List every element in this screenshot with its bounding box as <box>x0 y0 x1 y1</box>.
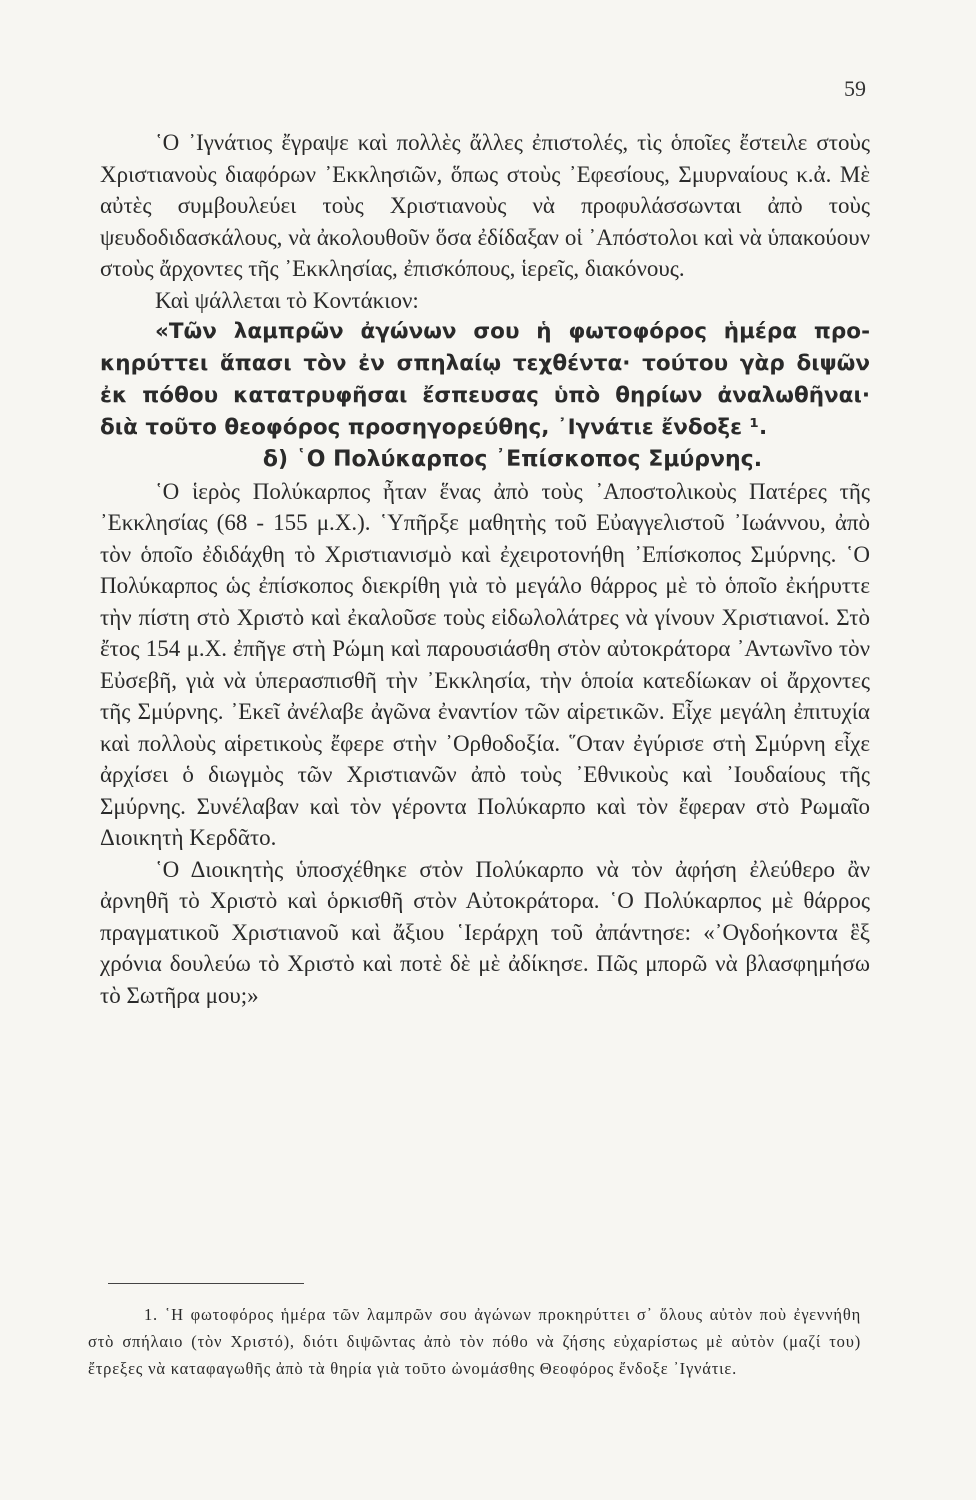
paragraph-polycarp-answer: ῾Ο Διοικητὴς ὑποσχέθηκε στὸν Πολύκαρπο νὰ τὸν ἀφήση ἐλεύθερο ἂν ἀρνηθῆ τὸ Χριστὸ καὶ ὁρκισθῆ στὸν Αὐτοκράτορα. ῾Ο Πολύκαρπος μὲ θάρρος πραγματικοῦ Χριστιανοῦ καὶ ἄξιου ῾Ιεράρχη τοῦ ἀπάντησε: «᾿Ογδοήκοντα ἓξ χρόνια δουλεύω τὸ Χριστὸ καὶ ποτὲ δὲ μὲ ἀδίκησε. Πῶς μπορῶ νὰ βλασφημήσω τὸ Σωτῆρα μου;» <box>100 856 870 1008</box>
footnote-divider <box>108 1283 304 1284</box>
paragraph-kontakion-intro: Καὶ ψάλλεται τὸ Κοντάκιον: <box>155 287 419 313</box>
paragraph-polycarp-life: ῾Ο ἱερὸς Πολύκαρπος ἦταν ἕνας ἀπὸ τοὺς ᾿Αποστολικοὺς Πατέρες τῆς ᾿Εκκλησίας (68 - 155 μ.Χ.). ῾Υπῆρξε μαθητὴς τοῦ Εὐαγγελιστοῦ ᾿Ιωάννου, ἀπὸ τὸν ὁποῖο ἐδιδάχθη τὸ Χριστιανισμὸ καὶ ἐχειροτονήθη ᾿Επίσκοπος Σμύρνης. ῾Ο Πολύκαρπος ὡς ἐπίσκοπος διεκρίθη γιὰ τὸ μεγάλο θάρρος μὲ τὸ ὁποῖο ἐκήρυττε τὴν πίστη στὸ Χριστὸ καὶ ἐκαλοῦσε τοὺς εἰδωλολάτρες νὰ γίνουν Χριστιανοί. Στὸ ἔτος 154 μ.Χ. ἐπῆγε στὴ Ρώμη καὶ παρουσιάσθη στὸν αὐτοκράτορα ᾿Αντωνῖνο τὸν Εὐσεβῆ, γιὰ νὰ ὑπερασπισθῆ τὴν ᾿Εκκλησία, τὴν ὁποία κατεδίωκαν οἱ ἄρχοντες τῆς Σμύρνης. ᾿Εκεῖ ἀνέλαβε ἀγῶνα ἐναντίον τῶν αἱρετικῶν. Εἶχε μεγάλη ἐπιτυχία καὶ πολλοὺς αἱρετικοὺς ἔφερε στὴν ᾿Ορθοδοξία. ῞Οταν ἐγύρισε στὴ Σμύρνη εἶχε ἀρχίσει ὁ διωγμὸς τῶν Χριστιανῶν ἀπὸ τοὺς ᾿Εθνικοὺς καὶ ᾿Ιουδαίους τῆς Σμύρνης. Συνέλαβαν καὶ τὸν γέροντα Πολύκαρπο καὶ τὸν ἔφεραν στὸ Ρωμαῖο Διοικητὴ Κερδᾶτο. <box>100 478 870 850</box>
section-heading: δ) ῾Ο Πολύκαρπος ᾿Επίσκοπος Σμύρνης. <box>262 447 763 472</box>
paragraph-ignatius-epistles: ῾Ο ᾿Ιγνάτιος ἔγραψε καὶ πολλὲς ἄλλες ἐπιστολές, τὶς ὁποῖες ἔστειλε στοὺς Χριστιανοὺς διαφόρων ᾿Εκκλησιῶν, ὅπως στοὺς ᾿Εφεσίους, Σμυρναίους κ.ἀ. Μὲ αὐτὲς συμβουλεύει τοὺς Χριστιανοὺς νὰ προφυλάσσωνται ἀπὸ τοὺς ψευδοδιδασκάλους, νὰ ἀκολουθοῦν ὅσα ἐδίδαξαν οἱ ᾿Απόστολοι καὶ νὰ ὑπακούουν στοὺς ἄρχοντες τῆς ᾿Εκκλησίας, ἐπισκόπους, ἱερεῖς, διακόνους. <box>100 130 870 281</box>
body-text <box>100 127 870 1011</box>
page-number: 59 <box>844 76 866 101</box>
kontakion-hymn: «Τῶν λαμπρῶν ἀγώνων σου ἡ φωτοφόρος ἡμέρα προκηρύττει ἅπασι τὸν ἐν σπηλαίῳ τεχθέντα· τούτου γὰρ διψῶν ἐκ πόθου κατατρυφῆσαι ἔσπευσας ὑπὸ θηρίων ἀναλωθῆναι· διὰ τοῦτο θεοφόρος προσηγορεύθης, ᾿Ιγνάτιε ἔνδοξε ¹. <box>100 319 870 440</box>
footnote-text: 1. ῾Η φωτοφόρος ἡμέρα τῶν λαμπρῶν σου ἀγώνων προκηρύττει σ᾿ ὅλους αὐτὸν ποὺ ἐγεννήθη στὸ σπήλαιο (τὸν Χριστό), διότι διψῶντας ἀπὸ τὸν πόθο νὰ ζήσης εὐχαρίστως μὲ αὐτὸν (μαζί του) ἔτρεξες νὰ καταφαγωθῆς ἀπὸ τὰ θηρία γιὰ τοῦτο ὠνομάσθης Θεοφόρος ἔνδοξε ᾿Ιγνάτιε. <box>88 1305 861 1378</box>
footnote <box>88 1301 861 1382</box>
